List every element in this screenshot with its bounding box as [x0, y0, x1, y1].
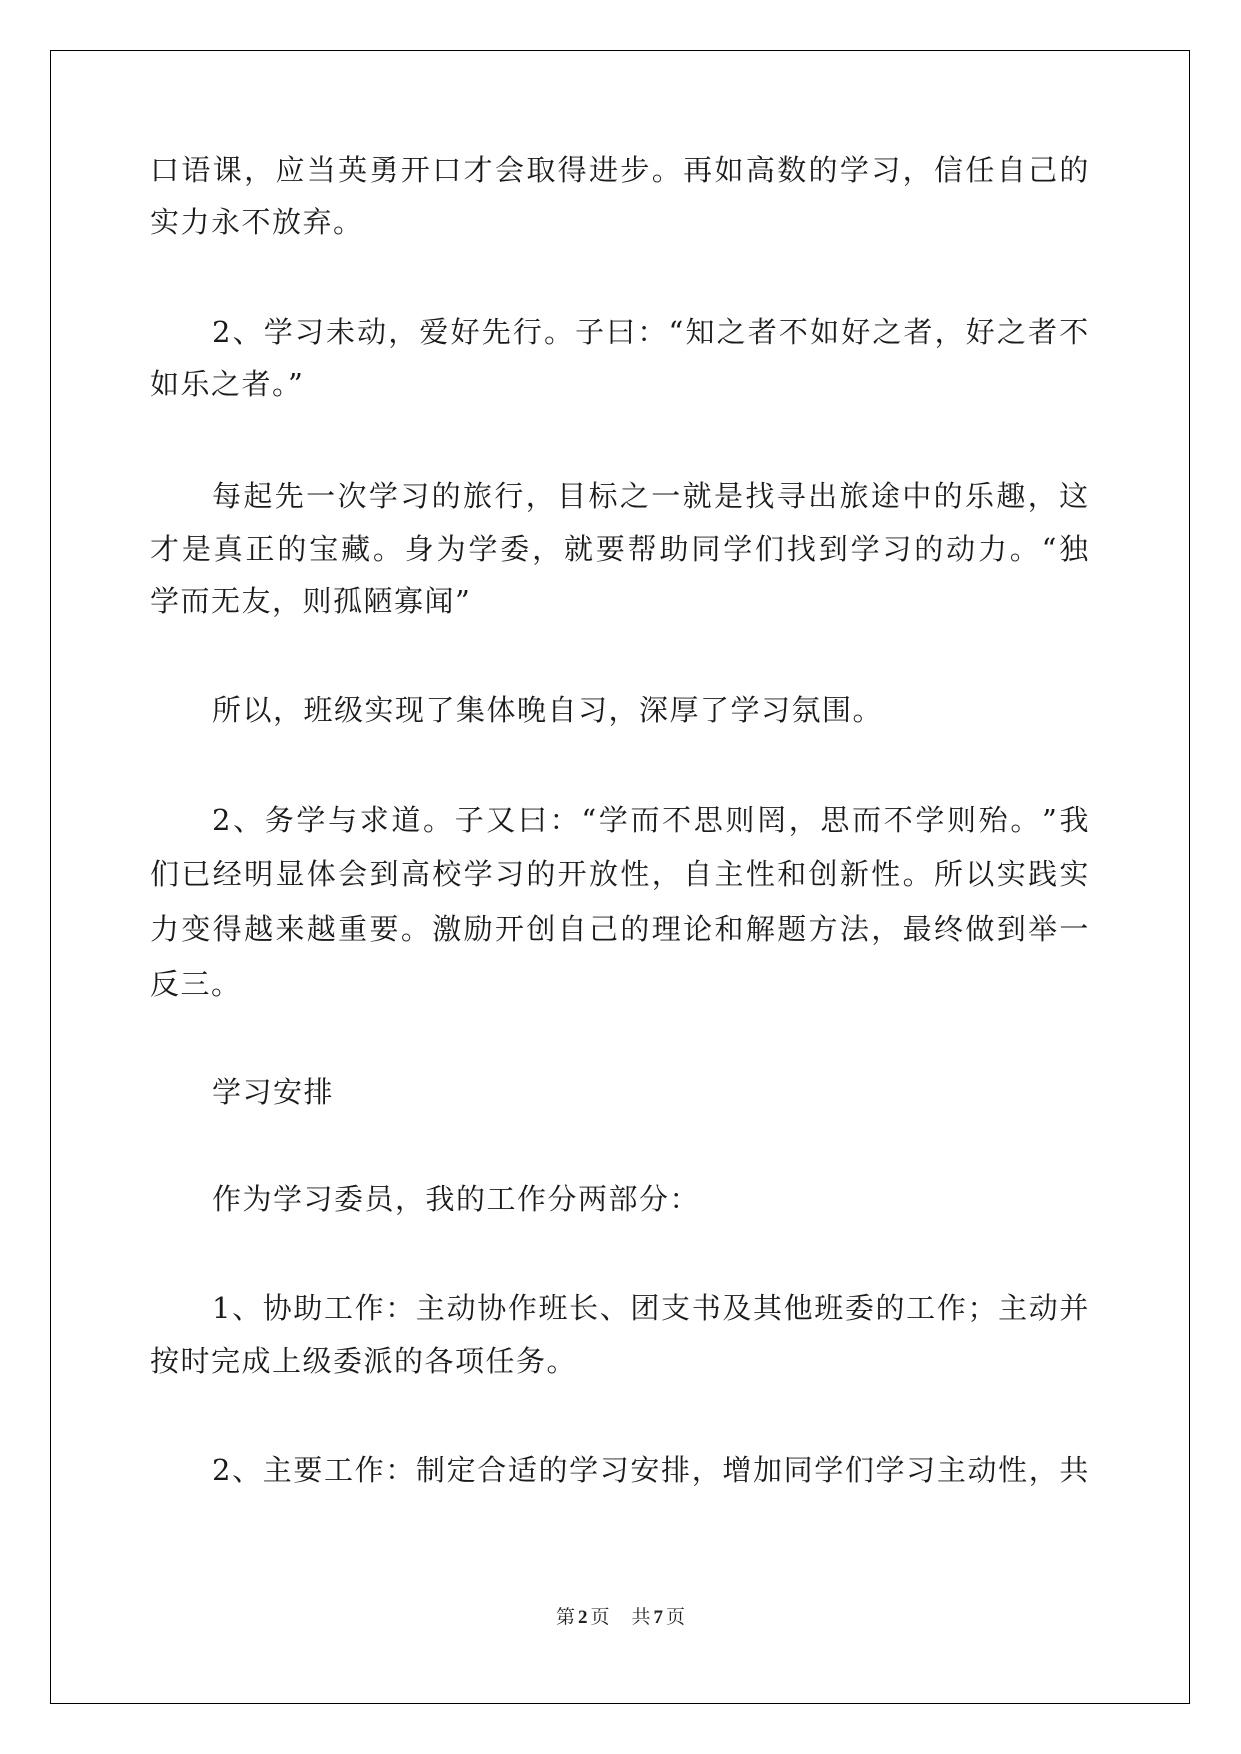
- page-label-prefix: 第: [555, 1607, 575, 1628]
- paragraph-line: 反三。: [150, 967, 242, 1001]
- total-label-prefix: 共: [631, 1607, 651, 1628]
- paragraph-line: 按时完成上级委派的各项任务。: [150, 1344, 578, 1378]
- section-heading: 学习安排: [212, 1075, 335, 1109]
- paragraph-line: 每 起 先 一 次 学 习 的 旅 行 ， 目 标 之 一 就 是 找 寻 出 旅 途 中 的 乐 趣 ， 这: [212, 479, 1090, 513]
- paragraph-line: 实力永不放弃。: [150, 205, 364, 239]
- page-number: 2: [577, 1607, 588, 1628]
- paragraph-line: 作为学习委员，我的工作分两部分：: [212, 1182, 701, 1216]
- paragraph-line: 们 已 经 明 显 体 会 到 高 校 学 习 的 开 放 性 ， 自 主 性 和 创 新 性 。 所 以 实 践 实: [150, 857, 1090, 891]
- paragraph-line: 2 、 学 习 未 动 ， 爱 好 先 行 。 子 曰 ： “ 知 之 者 不 如 好 之 者 ， 好 之 者 不: [212, 315, 1090, 349]
- paragraph-line: 力 变 得 越 来 越 重 要 。 激 励 开 创 自 己 的 理 论 和 解 题 方 法 ， 最 终 做 到 举 一: [150, 912, 1090, 946]
- paragraph-line: 学而无友，则孤陋寡闻”: [150, 584, 472, 618]
- paragraph-line: 1 、 协 助 工 作 ： 主 动 协 作 班 长 、 团 支 书 及 其 他 班 委 的 工 作 ； 主 动 并: [212, 1291, 1090, 1325]
- paragraph-line: 所以，班级实现了集体晚自习，深厚了学习氛围。: [212, 693, 884, 727]
- paragraph-line: 才 是 真 正 的 宝 藏 。 身 为 学 委 ， 就 要 帮 助 同 学 们 找 到 学 习 的 动 力 。 “ 独: [150, 532, 1090, 566]
- paragraph-line: 如乐之者。”: [150, 367, 305, 401]
- page-label-suffix: 页: [590, 1607, 610, 1628]
- paragraph-line: 口 语 课 ， 应 当 英 勇 开 口 才 会 取 得 进 步 。 再 如 高 数 的 学 习 ， 信 任 自 己 的: [150, 153, 1090, 187]
- paragraph-line: 2 、 务 学 与 求 道 。 子 又 曰 ： “ 学 而 不 思 则 罔 ， 思 而 不 学 则 殆 。 ” 我: [212, 803, 1090, 837]
- paragraph-line: 2 、 主 要 工 作 ： 制 定 合 适 的 学 习 安 排 ， 增 加 同 学 们 学 习 主 动 性 ， 共: [212, 1453, 1090, 1487]
- page-footer: [0, 1602, 1241, 1629]
- total-pages: 7: [653, 1607, 664, 1628]
- total-label-suffix: 页: [666, 1607, 686, 1628]
